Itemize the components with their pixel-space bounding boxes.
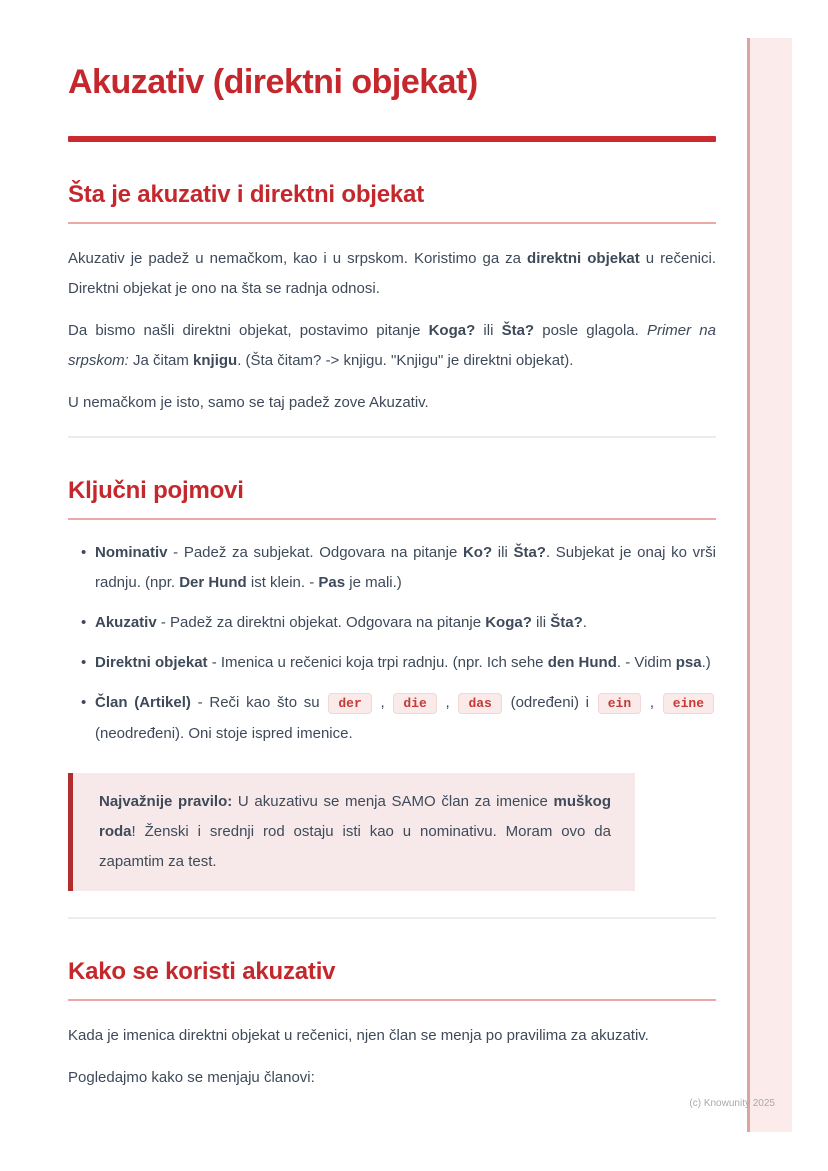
inline-code-chip: ein [598, 693, 641, 714]
text-run: direktni objekat [527, 250, 640, 267]
text-run: Pogledajmo kako se menjaju članovi: [68, 1069, 315, 1086]
text-run: - Padež za subjekat. Odgovara na pitanje [167, 544, 463, 561]
section-divider [68, 436, 716, 438]
important-rule-callout [68, 773, 635, 891]
text-run: Šta? [550, 614, 583, 631]
text-run: U nemačkom je isto, samo se taj padež zove Akuzativ. [68, 394, 429, 411]
list-item [95, 688, 716, 749]
text-run: Akuzativ je padež u nemačkom, kao i u srpskom. Koristimo ga za [68, 250, 528, 267]
text-run: u rečenici. Direktni objekat je ono na šta se radnja odnosi. [68, 250, 716, 297]
paragraph [68, 316, 716, 376]
text-run: , [438, 694, 457, 711]
text-run: Nominativ [95, 544, 168, 561]
text-run: ili [492, 544, 514, 561]
text-run: Direktni objekat [95, 654, 208, 671]
paragraph [68, 244, 716, 304]
text-run: je mali.) [345, 574, 402, 591]
text-run: Koga? [428, 322, 476, 339]
section-what-is-accusative [68, 180, 716, 418]
text-run: ili [475, 322, 502, 339]
heading-underline-rule [68, 222, 716, 224]
paragraph [68, 1021, 716, 1051]
section-heading: Kako se koristi akuzativ [68, 958, 336, 985]
inline-code-chip: der [328, 693, 371, 714]
inline-code-chip: die [393, 693, 436, 714]
text-run: Koga? [485, 614, 532, 631]
text-run: muškog roda [99, 793, 612, 840]
text-run: , [643, 694, 661, 711]
text-run: . Subjekat je onaj ko vrši radnju. (npr. [95, 544, 716, 591]
text-run: Najvažnije pravilo: [99, 793, 233, 810]
text-run: den Hund [547, 654, 617, 671]
list-item [95, 538, 716, 598]
text-run: Šta? [501, 322, 535, 339]
text-run: . - Vidim [616, 654, 676, 671]
paragraph [68, 388, 716, 418]
text-run: .) [701, 654, 711, 671]
text-run: knjigu [193, 352, 238, 369]
list-item [95, 608, 716, 638]
text-run: Šta? [513, 544, 546, 561]
page-title: Akuzativ (direktni objekat) [68, 63, 478, 101]
text-run: - Imenica u rečenici koja trpi radnju. (npr. Ich sehe [207, 654, 548, 671]
title-underline-rule [68, 136, 716, 142]
heading-underline-rule [68, 999, 716, 1001]
section-heading: Ključni pojmovi [68, 477, 244, 504]
text-run: Član (Artikel) [95, 694, 191, 711]
text-run: ili [531, 614, 551, 631]
text-run: psa [675, 654, 702, 671]
section-key-terms [68, 476, 716, 891]
text-run: - Padež za direktni objekat. Odgovara na pitanje [156, 614, 486, 631]
page-accent-sidebar [747, 38, 792, 1132]
text-run: Akuzativ [95, 614, 157, 631]
text-run: , [373, 694, 392, 711]
text-run: U akuzativu se menja SAMO član za imenice [232, 793, 554, 810]
text-run: Ko? [462, 544, 493, 561]
text-run: . [582, 614, 587, 631]
text-run: ist klein. - [246, 574, 319, 591]
inline-code-chip: das [458, 693, 501, 714]
text-run: ! Ženski i srednji rod ostaju isti kao u nominativu. Moram ovo da zapamtim za test. [99, 823, 611, 870]
text-run: (neodređeni). Oni stoje ispred imenice. [95, 725, 353, 742]
section-divider [68, 917, 716, 919]
key-terms-list [68, 538, 716, 749]
text-run: . (Šta čitam? -> knjigu. "Knjigu" je direktni objekat). [237, 352, 574, 369]
text-run: Primer na srpskom: [68, 322, 716, 369]
text-run: Ja čitam [128, 352, 194, 369]
heading-underline-rule [68, 518, 716, 520]
text-run: Der Hund [179, 574, 247, 591]
section-how-to-use [68, 957, 716, 1093]
inline-code-chip: eine [663, 693, 714, 714]
section-heading: Šta je akuzativ i direktni objekat [68, 181, 424, 208]
text-run: Da bismo našli direktni objekat, postavimo pitanje [68, 322, 429, 339]
paragraph [68, 1063, 716, 1093]
footer-copyright: (c) Knowunity 2025 [689, 1098, 775, 1109]
text-run: posle glagola. [534, 322, 647, 339]
text-run: (određeni) i [503, 694, 596, 711]
document-content [68, 0, 716, 1093]
text-run: Kada je imenica direktni objekat u rečenici, njen član se menja po pravilima za akuzativ. [68, 1027, 649, 1044]
list-item [95, 648, 716, 678]
text-run: - Reči kao što su [190, 694, 327, 711]
text-run: Pas [318, 574, 346, 591]
